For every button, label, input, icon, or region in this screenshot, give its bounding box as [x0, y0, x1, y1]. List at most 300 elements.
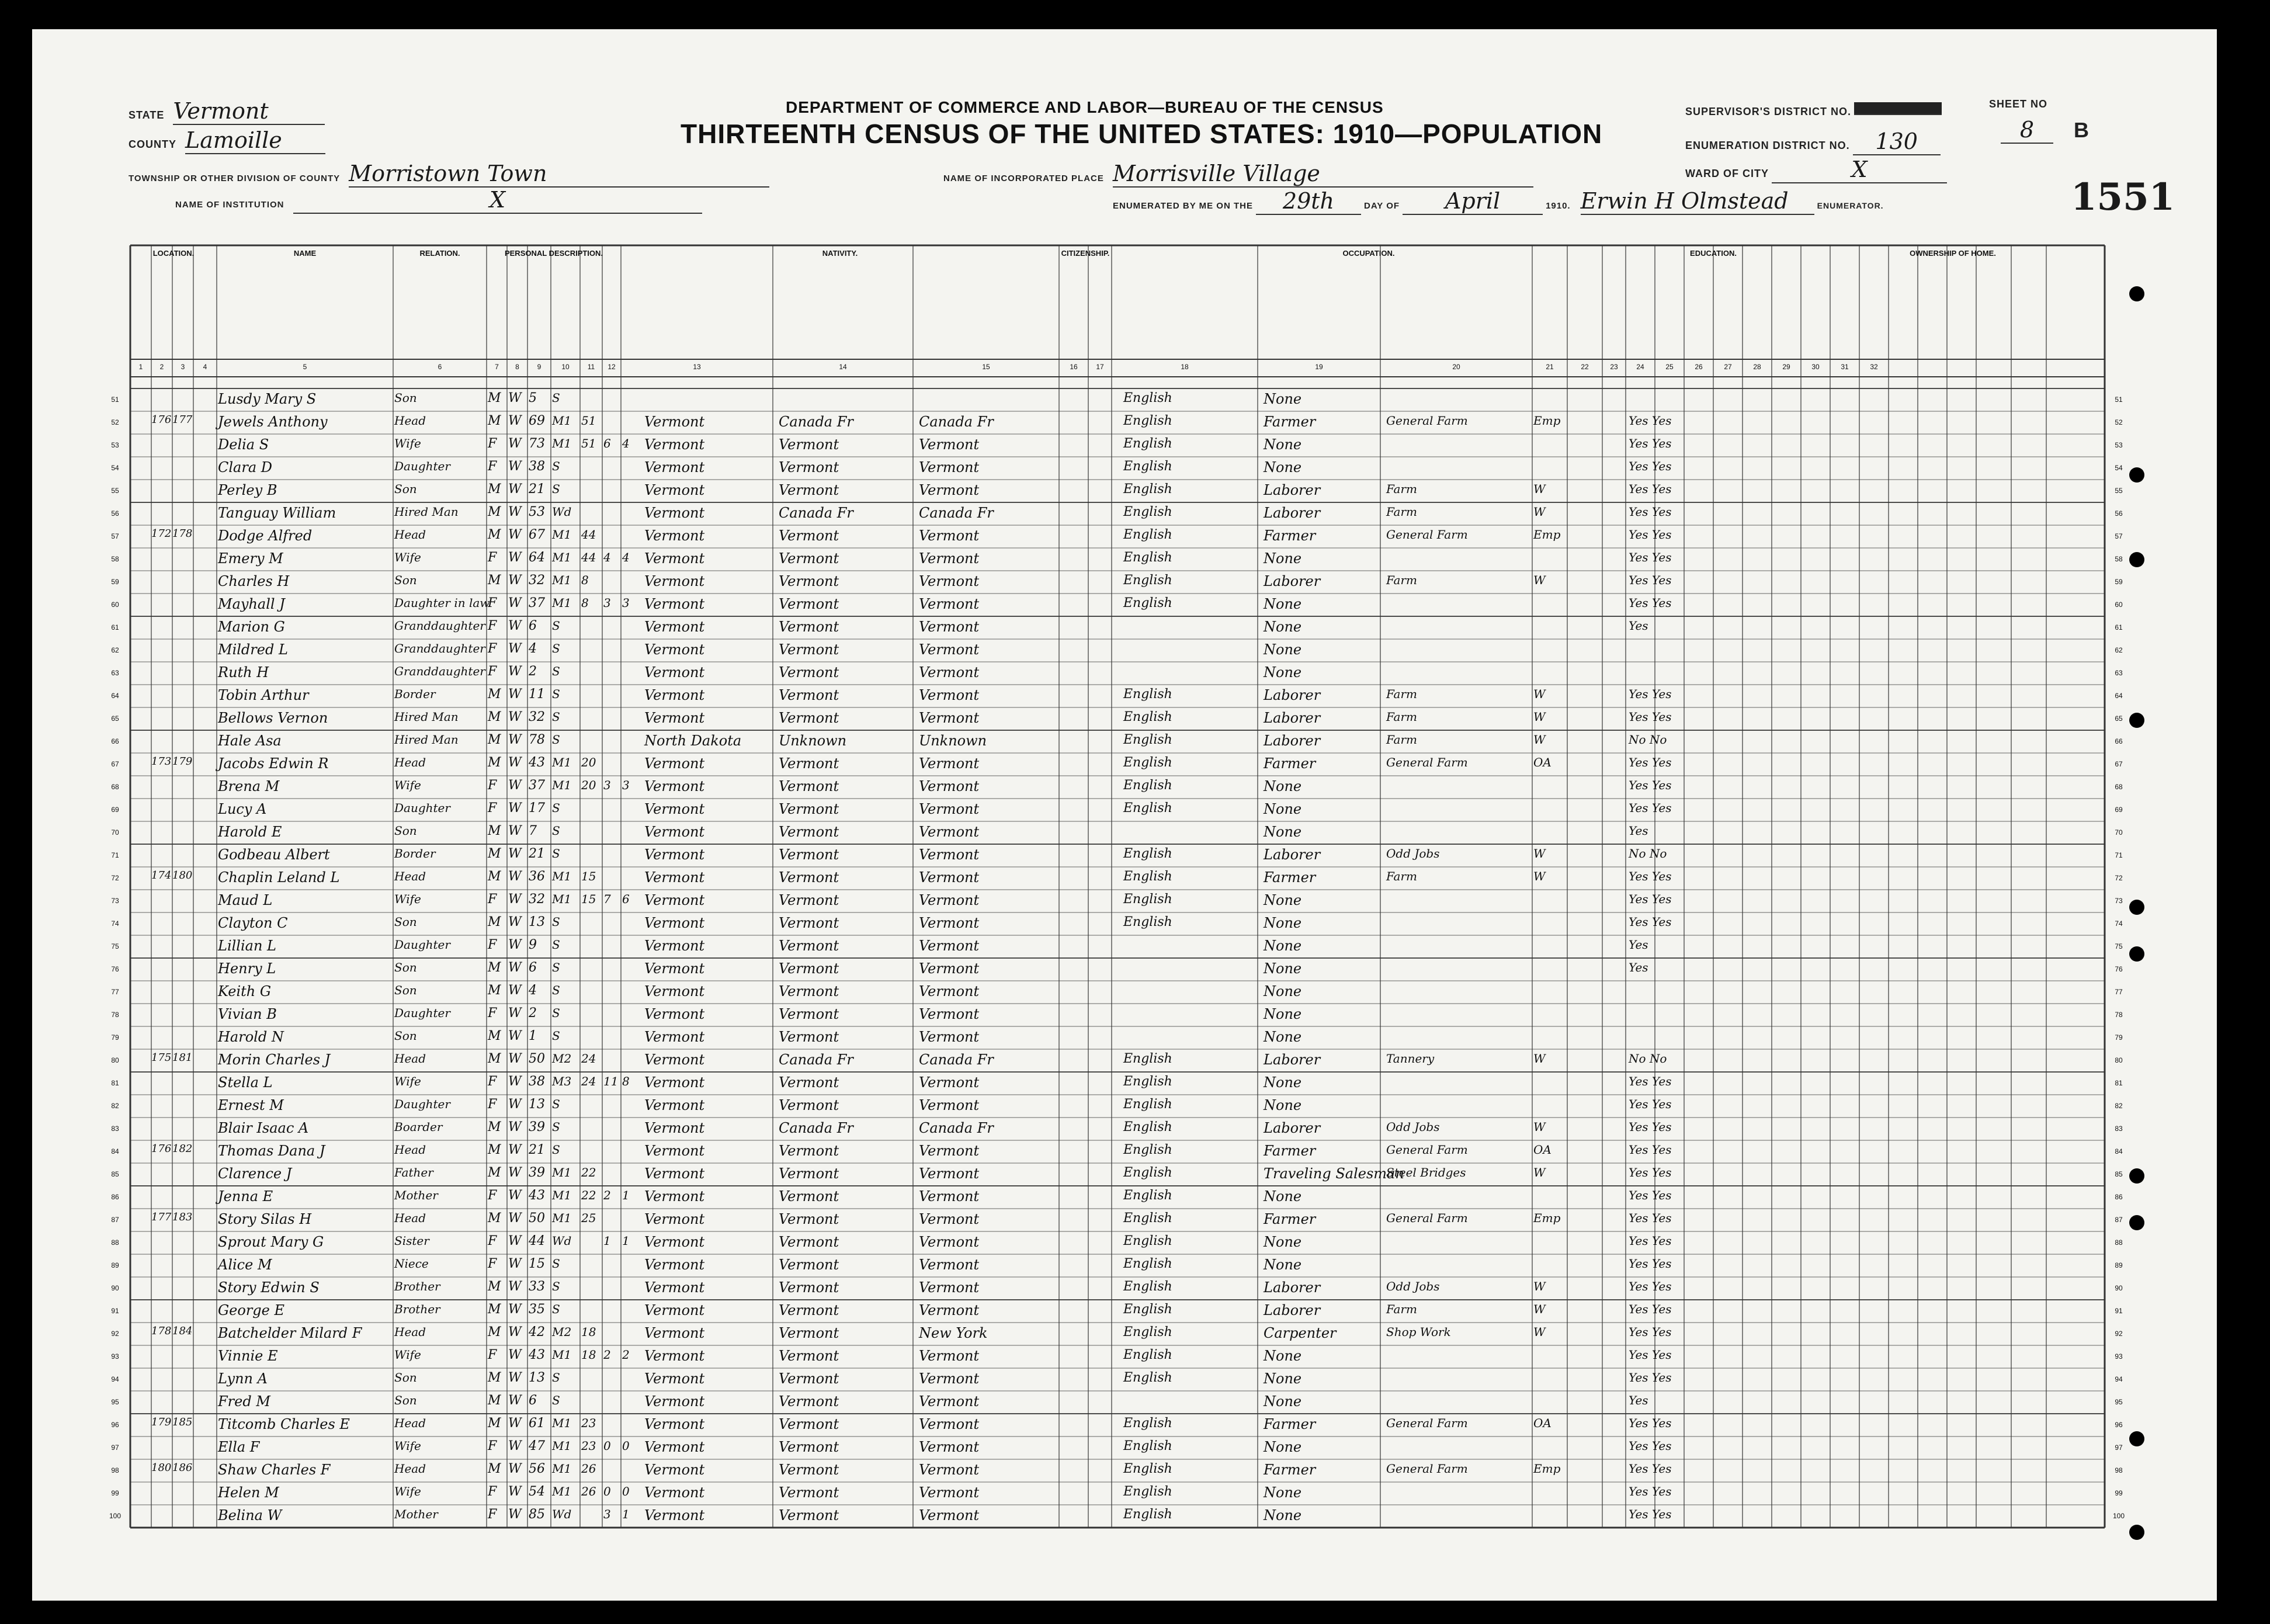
- cell-ed: No No: [1629, 1052, 1667, 1066]
- cell-lang: English: [1123, 733, 1172, 747]
- cell-mother: Vermont: [919, 1211, 980, 1227]
- cell-mother: Vermont: [919, 869, 980, 886]
- enumerated-day: 29th: [1256, 188, 1361, 215]
- cell-ed: Yes Yes: [1629, 414, 1672, 428]
- cell-lang: English: [1123, 436, 1172, 451]
- cell-industry: General Farm: [1386, 1462, 1468, 1476]
- row-number: 84: [111, 1147, 119, 1155]
- cell-birth: Vermont: [644, 938, 705, 954]
- cell-marital: S: [552, 960, 560, 974]
- cell-birth: Vermont: [644, 1074, 705, 1091]
- cell-father: Vermont: [779, 641, 839, 658]
- cell-ed: Yes: [1629, 1393, 1648, 1407]
- cell-dwelling: 176: [151, 1143, 172, 1155]
- cell-mother: Vermont: [919, 801, 980, 817]
- cell-relation: Son: [394, 960, 417, 974]
- cell-relation: Daughter in law: [394, 596, 490, 610]
- cell-lang: English: [1123, 1325, 1172, 1340]
- column-group-header: RELATION.: [419, 249, 460, 258]
- cell-relation: Wife: [394, 1439, 421, 1453]
- cell-cl: 6: [622, 892, 630, 906]
- cell-trade: Farmer: [1264, 869, 1316, 886]
- cell-birth: Vermont: [644, 1279, 705, 1296]
- cell-birth: Vermont: [644, 778, 705, 794]
- cell-race: W: [508, 482, 522, 497]
- row-number: 66: [111, 737, 119, 745]
- cell-race: W: [508, 1188, 522, 1203]
- institution-label: NAME OF INSTITUTION: [175, 200, 284, 210]
- sheet-label: SHEET NO: [1989, 98, 2048, 110]
- cell-relation: Mother: [394, 1188, 438, 1202]
- cell-birth: Vermont: [644, 414, 705, 430]
- cell-name: Titcomb Charles E: [218, 1416, 350, 1432]
- row-number: 65: [111, 714, 119, 723]
- year-label: 1910.: [1546, 201, 1571, 211]
- cell-lang: English: [1123, 1052, 1172, 1066]
- cell-trade: None: [1264, 619, 1302, 635]
- punch-hole: [2129, 946, 2144, 962]
- cell-mother: Vermont: [919, 1348, 980, 1364]
- cell-mother: Vermont: [919, 1097, 980, 1113]
- cell-lang: English: [1123, 528, 1172, 542]
- cell-lang: English: [1123, 1143, 1172, 1157]
- column-group-header: OCCUPATION.: [1342, 249, 1395, 258]
- cell-relation: Niece: [394, 1257, 429, 1271]
- cell-yrs: 51: [581, 436, 596, 450]
- cell-race: W: [508, 1348, 522, 1362]
- cell-family: 178: [172, 528, 193, 540]
- cell-race: W: [508, 1416, 522, 1431]
- row-number: 52: [2115, 418, 2123, 426]
- cell-lang: English: [1123, 1302, 1172, 1317]
- cell-relation: Boarder: [394, 1120, 443, 1134]
- township-line: [129, 161, 769, 188]
- cell-age: 1: [529, 1029, 537, 1043]
- cell-mother: Vermont: [919, 1279, 980, 1296]
- cell-father: Vermont: [779, 1393, 839, 1410]
- cell-age: 43: [529, 1188, 545, 1203]
- cell-marital: S: [552, 915, 560, 929]
- cell-marital: S: [552, 1006, 560, 1020]
- cell-birth: Vermont: [644, 1006, 705, 1022]
- cell-sex: F: [488, 459, 497, 474]
- cell-age: 32: [529, 710, 545, 724]
- cell-mb: 0: [603, 1439, 611, 1453]
- cell-trade: None: [1264, 436, 1302, 453]
- cell-trade: None: [1264, 801, 1302, 817]
- cell-trade: None: [1264, 1188, 1302, 1205]
- cell-lang: English: [1123, 1234, 1172, 1248]
- cell-sex: M: [488, 1302, 501, 1317]
- cell-race: W: [508, 938, 522, 952]
- cell-ed: Yes Yes: [1629, 1325, 1672, 1339]
- cell-mb: 4: [603, 550, 611, 564]
- cell-age: 78: [529, 733, 545, 747]
- cell-sex: F: [488, 619, 497, 633]
- cell-birth: Vermont: [644, 505, 705, 521]
- cell-ed: Yes Yes: [1629, 1302, 1672, 1316]
- cell-yrs: 23: [581, 1439, 596, 1453]
- cell-age: 6: [529, 960, 537, 975]
- column-number: 27: [1724, 363, 1732, 371]
- cell-trade: None: [1264, 1439, 1302, 1455]
- cell-emp: Emp: [1533, 1462, 1561, 1476]
- cell-sex: M: [488, 687, 501, 702]
- cell-emp: W: [1533, 1279, 1546, 1293]
- cell-mother: Vermont: [919, 1302, 980, 1318]
- cell-birth: Vermont: [644, 436, 705, 453]
- cell-family: 185: [172, 1416, 193, 1428]
- supervisor-line: [1685, 102, 1942, 118]
- cell-lang: English: [1123, 869, 1172, 884]
- cell-age: 7: [529, 824, 537, 838]
- cell-father: Vermont: [779, 619, 839, 635]
- cell-trade: Laborer: [1264, 687, 1321, 703]
- cell-trade: Traveling Salesman: [1264, 1165, 1404, 1182]
- cell-ed: Yes Yes: [1629, 1348, 1672, 1362]
- institution-value: X: [293, 187, 702, 214]
- cell-birth: Vermont: [644, 755, 705, 772]
- cell-industry: Farm: [1386, 687, 1417, 701]
- cell-yrs: 8: [581, 596, 589, 610]
- state-value: Vermont: [173, 98, 325, 125]
- cell-mother: Vermont: [919, 1257, 980, 1273]
- cell-relation: Granddaughter: [394, 619, 485, 633]
- day-of-label: DAY OF: [1364, 201, 1400, 211]
- cell-mother: Vermont: [919, 1393, 980, 1410]
- row-number: 94: [111, 1375, 119, 1383]
- cell-marital: M1: [552, 1484, 572, 1498]
- cell-name: Jewels Anthony: [218, 414, 328, 430]
- cell-ed: Yes Yes: [1629, 436, 1672, 450]
- cell-family: 182: [172, 1143, 193, 1155]
- cell-father: Vermont: [779, 1143, 839, 1159]
- cell-mother: Vermont: [919, 619, 980, 635]
- cell-birth: Vermont: [644, 960, 705, 977]
- cell-mb: 3: [603, 596, 611, 610]
- cell-yrs: 8: [581, 573, 589, 587]
- column-number: 19: [1315, 363, 1323, 371]
- row-number: 82: [2115, 1102, 2123, 1110]
- cell-mother: Vermont: [919, 824, 980, 840]
- cell-birth: Vermont: [644, 1188, 705, 1205]
- column-number: 10: [561, 363, 570, 371]
- cell-age: 69: [529, 414, 545, 428]
- cell-race: W: [508, 414, 522, 428]
- cell-relation: Sister: [394, 1234, 429, 1248]
- column-number: 22: [1581, 363, 1589, 371]
- cell-cl: 4: [622, 550, 630, 564]
- cell-mother: Vermont: [919, 550, 980, 567]
- cell-race: W: [508, 1507, 522, 1522]
- punch-hole: [2129, 286, 2144, 301]
- cell-name: George E: [218, 1302, 285, 1318]
- cell-race: W: [508, 1393, 522, 1408]
- column-number: 23: [1610, 363, 1618, 371]
- row-number: 74: [111, 919, 119, 928]
- cell-age: 42: [529, 1325, 545, 1340]
- cell-lang: English: [1123, 1188, 1172, 1203]
- cell-race: W: [508, 641, 522, 656]
- cell-name: Chaplin Leland L: [218, 869, 340, 886]
- cell-marital: M1: [552, 892, 572, 906]
- cell-sex: F: [488, 596, 497, 610]
- cell-birth: Vermont: [644, 641, 705, 658]
- cell-marital: M1: [552, 778, 572, 792]
- row-number: 56: [2115, 509, 2123, 518]
- cell-industry: General Farm: [1386, 414, 1468, 428]
- cell-sex: M: [488, 1416, 501, 1431]
- cell-lang: English: [1123, 1211, 1172, 1226]
- cell-race: W: [508, 596, 522, 610]
- cell-marital: M1: [552, 550, 572, 564]
- cell-name: Keith G: [218, 983, 272, 1000]
- cell-sex: M: [488, 983, 501, 998]
- row-number: 69: [2115, 806, 2123, 814]
- cell-emp: W: [1533, 1302, 1546, 1316]
- cell-father: Vermont: [779, 710, 839, 726]
- cell-relation: Son: [394, 573, 417, 587]
- cell-sex: M: [488, 528, 501, 542]
- column-group-header: NATIVITY.: [822, 249, 858, 258]
- row-number: 95: [2115, 1398, 2123, 1406]
- cell-mother: Vermont: [919, 1370, 980, 1387]
- cell-trade: None: [1264, 1097, 1302, 1113]
- row-number: 75: [111, 942, 119, 950]
- cell-trade: Farmer: [1264, 1416, 1316, 1432]
- cell-trade: Laborer: [1264, 710, 1321, 726]
- cell-sex: M: [488, 1165, 501, 1180]
- cell-father: Vermont: [779, 892, 839, 908]
- cell-mother: Canada Fr: [919, 1120, 994, 1136]
- cell-emp: W: [1533, 482, 1546, 496]
- cell-sex: M: [488, 573, 501, 588]
- cell-dwelling: 174: [151, 869, 172, 882]
- row-number: 90: [111, 1284, 119, 1292]
- cell-marital: M1: [552, 573, 572, 587]
- cell-age: 21: [529, 482, 545, 497]
- cell-emp: W: [1533, 505, 1546, 519]
- cell-name: Clayton C: [218, 915, 288, 931]
- cell-mother: Vermont: [919, 1006, 980, 1022]
- cell-age: 6: [529, 1393, 537, 1408]
- column-group-header: CITIZENSHIP.: [1061, 249, 1110, 258]
- cell-relation: Head: [394, 1052, 426, 1066]
- row-number: 58: [2115, 555, 2123, 563]
- cell-sex: M: [488, 482, 501, 497]
- cell-sex: M: [488, 710, 501, 724]
- cell-trade: None: [1264, 915, 1302, 931]
- cell-ed: Yes Yes: [1629, 596, 1672, 610]
- enumeration-label: ENUMERATION DISTRICT NO.: [1685, 140, 1850, 151]
- cell-age: 56: [529, 1462, 545, 1476]
- cell-trade: Laborer: [1264, 733, 1321, 749]
- cell-father: Vermont: [779, 1325, 839, 1341]
- cell-emp: OA: [1533, 1143, 1551, 1157]
- cell-mother: Vermont: [919, 1188, 980, 1205]
- cell-industry: General Farm: [1386, 528, 1468, 542]
- cell-mother: Vermont: [919, 436, 980, 453]
- cell-name: Vivian B: [218, 1006, 277, 1022]
- cell-trade: None: [1264, 550, 1302, 567]
- cell-trade: None: [1264, 824, 1302, 840]
- census-title: THIRTEENTH CENSUS OF THE UNITED STATES: 1910—POPULATION: [681, 119, 1603, 149]
- cell-mother: Vermont: [919, 983, 980, 1000]
- cell-lang: English: [1123, 596, 1172, 610]
- cell-father: Vermont: [779, 1006, 839, 1022]
- cell-race: W: [508, 505, 522, 519]
- cell-trade: None: [1264, 983, 1302, 1000]
- cell-birth: Vermont: [644, 1211, 705, 1227]
- cell-relation: Head: [394, 1143, 426, 1157]
- cell-mother: Vermont: [919, 1507, 980, 1524]
- punch-hole: [2129, 900, 2144, 915]
- cell-yrs: 44: [581, 550, 596, 564]
- county-label: COUNTY: [129, 138, 176, 150]
- row-number: 91: [111, 1307, 119, 1315]
- column-number: 2: [159, 363, 164, 371]
- cell-ed: Yes Yes: [1629, 1484, 1672, 1498]
- cell-relation: Son: [394, 983, 417, 997]
- column-number: 14: [839, 363, 847, 371]
- column-number: 21: [1546, 363, 1554, 371]
- cell-lang: English: [1123, 687, 1172, 702]
- row-number: 84: [2115, 1147, 2123, 1155]
- cell-father: Vermont: [779, 596, 839, 612]
- cell-sex: F: [488, 778, 497, 793]
- cell-sex: F: [488, 1439, 497, 1453]
- township-label: TOWNSHIP OR OTHER DIVISION OF COUNTY: [129, 173, 341, 183]
- cell-mb: 3: [603, 778, 611, 792]
- cell-ed: Yes: [1629, 938, 1648, 952]
- county-line: [129, 127, 325, 154]
- cell-sex: F: [488, 892, 497, 907]
- cell-family: 183: [172, 1211, 193, 1223]
- cell-father: Vermont: [779, 482, 839, 498]
- cell-father: Vermont: [779, 1188, 839, 1205]
- column-group-header: EDUCATION.: [1690, 249, 1737, 258]
- cell-sex: M: [488, 414, 501, 428]
- cell-sex: M: [488, 1120, 501, 1134]
- cell-mother: Vermont: [919, 664, 980, 681]
- cell-mother: Vermont: [919, 915, 980, 931]
- cell-age: 32: [529, 892, 545, 907]
- cell-name: Vinnie E: [218, 1348, 278, 1364]
- cell-relation: Mother: [394, 1507, 438, 1521]
- cell-race: W: [508, 1029, 522, 1043]
- cell-emp: W: [1533, 1052, 1546, 1066]
- cell-relation: Son: [394, 391, 417, 405]
- row-number: 59: [111, 578, 119, 586]
- cell-ed: No No: [1629, 846, 1667, 860]
- cell-name: Batchelder Milard F: [218, 1325, 362, 1341]
- cell-relation: Head: [394, 755, 426, 769]
- cell-industry: Farm: [1386, 710, 1417, 724]
- cell-birth: Vermont: [644, 1325, 705, 1341]
- cell-name: Story Silas H: [218, 1211, 312, 1227]
- cell-ed: Yes Yes: [1629, 1370, 1672, 1384]
- cell-marital: S: [552, 664, 560, 678]
- cell-father: Vermont: [779, 1097, 839, 1113]
- row-number: 97: [111, 1443, 119, 1452]
- cell-mother: Vermont: [919, 573, 980, 589]
- cell-birth: North Dakota: [644, 733, 742, 749]
- cell-relation: Head: [394, 1416, 426, 1430]
- cell-race: W: [508, 619, 522, 633]
- cell-sex: M: [488, 1462, 501, 1476]
- cell-age: 53: [529, 505, 545, 519]
- cell-sex: M: [488, 1029, 501, 1043]
- cell-name: Lucy A: [218, 801, 267, 817]
- cell-marital: S: [552, 710, 560, 724]
- cell-industry: Tannery: [1386, 1052, 1435, 1066]
- cell-name: Belina W: [218, 1507, 282, 1524]
- cell-name: Hale Asa: [218, 733, 282, 749]
- sheet-line: [1989, 98, 2047, 110]
- cell-sex: F: [488, 1234, 497, 1248]
- cell-race: W: [508, 892, 522, 907]
- cell-birth: Vermont: [644, 846, 705, 863]
- cell-sex: M: [488, 1279, 501, 1294]
- row-number: 71: [2115, 851, 2123, 859]
- cell-marital: S: [552, 801, 560, 815]
- cell-relation: Brother: [394, 1302, 440, 1316]
- cell-age: 36: [529, 869, 545, 884]
- row-number: 92: [2115, 1330, 2123, 1338]
- cell-name: Morin Charles J: [218, 1052, 331, 1068]
- cell-birth: Vermont: [644, 550, 705, 567]
- cell-yrs: 44: [581, 528, 596, 542]
- cell-lang: English: [1123, 1507, 1172, 1522]
- cell-dwelling: 172: [151, 528, 172, 540]
- cell-lang: English: [1123, 414, 1172, 428]
- cell-relation: Wife: [394, 1348, 421, 1362]
- cell-marital: S: [552, 687, 560, 701]
- cell-ed: Yes Yes: [1629, 915, 1672, 929]
- cell-birth: Vermont: [644, 1393, 705, 1410]
- cell-name: Ruth H: [218, 664, 269, 681]
- cell-trade: None: [1264, 960, 1302, 977]
- row-number: 86: [2115, 1193, 2123, 1201]
- cell-father: Vermont: [779, 938, 839, 954]
- row-number: 76: [111, 965, 119, 973]
- incorporated-value: Morrisville Village: [1113, 161, 1533, 188]
- cell-father: Vermont: [779, 1211, 839, 1227]
- cell-mb: 6: [603, 436, 611, 450]
- cell-age: 44: [529, 1234, 545, 1248]
- cell-name: Mayhall J: [218, 596, 285, 612]
- cell-age: 11: [529, 687, 545, 702]
- cell-birth: Vermont: [644, 1462, 705, 1478]
- column-number: 6: [438, 363, 442, 371]
- cell-cl: 0: [622, 1484, 630, 1498]
- cell-relation: Border: [394, 846, 436, 860]
- cell-emp: W: [1533, 869, 1546, 883]
- punch-hole: [2129, 1525, 2144, 1540]
- cell-sex: M: [488, 1211, 501, 1226]
- cell-relation: Wife: [394, 550, 421, 564]
- cell-mother: Vermont: [919, 1462, 980, 1478]
- cell-family: 180: [172, 869, 193, 882]
- row-number: 54: [2115, 464, 2123, 472]
- cell-name: Harold E: [218, 824, 282, 840]
- enumeration-line: [1685, 129, 1941, 155]
- cell-marital: S: [552, 824, 560, 838]
- cell-relation: Wife: [394, 778, 421, 792]
- enumerator-name: Erwin H Olmstead: [1581, 188, 1814, 215]
- cell-family: 179: [172, 755, 193, 768]
- cell-father: Vermont: [779, 1439, 839, 1455]
